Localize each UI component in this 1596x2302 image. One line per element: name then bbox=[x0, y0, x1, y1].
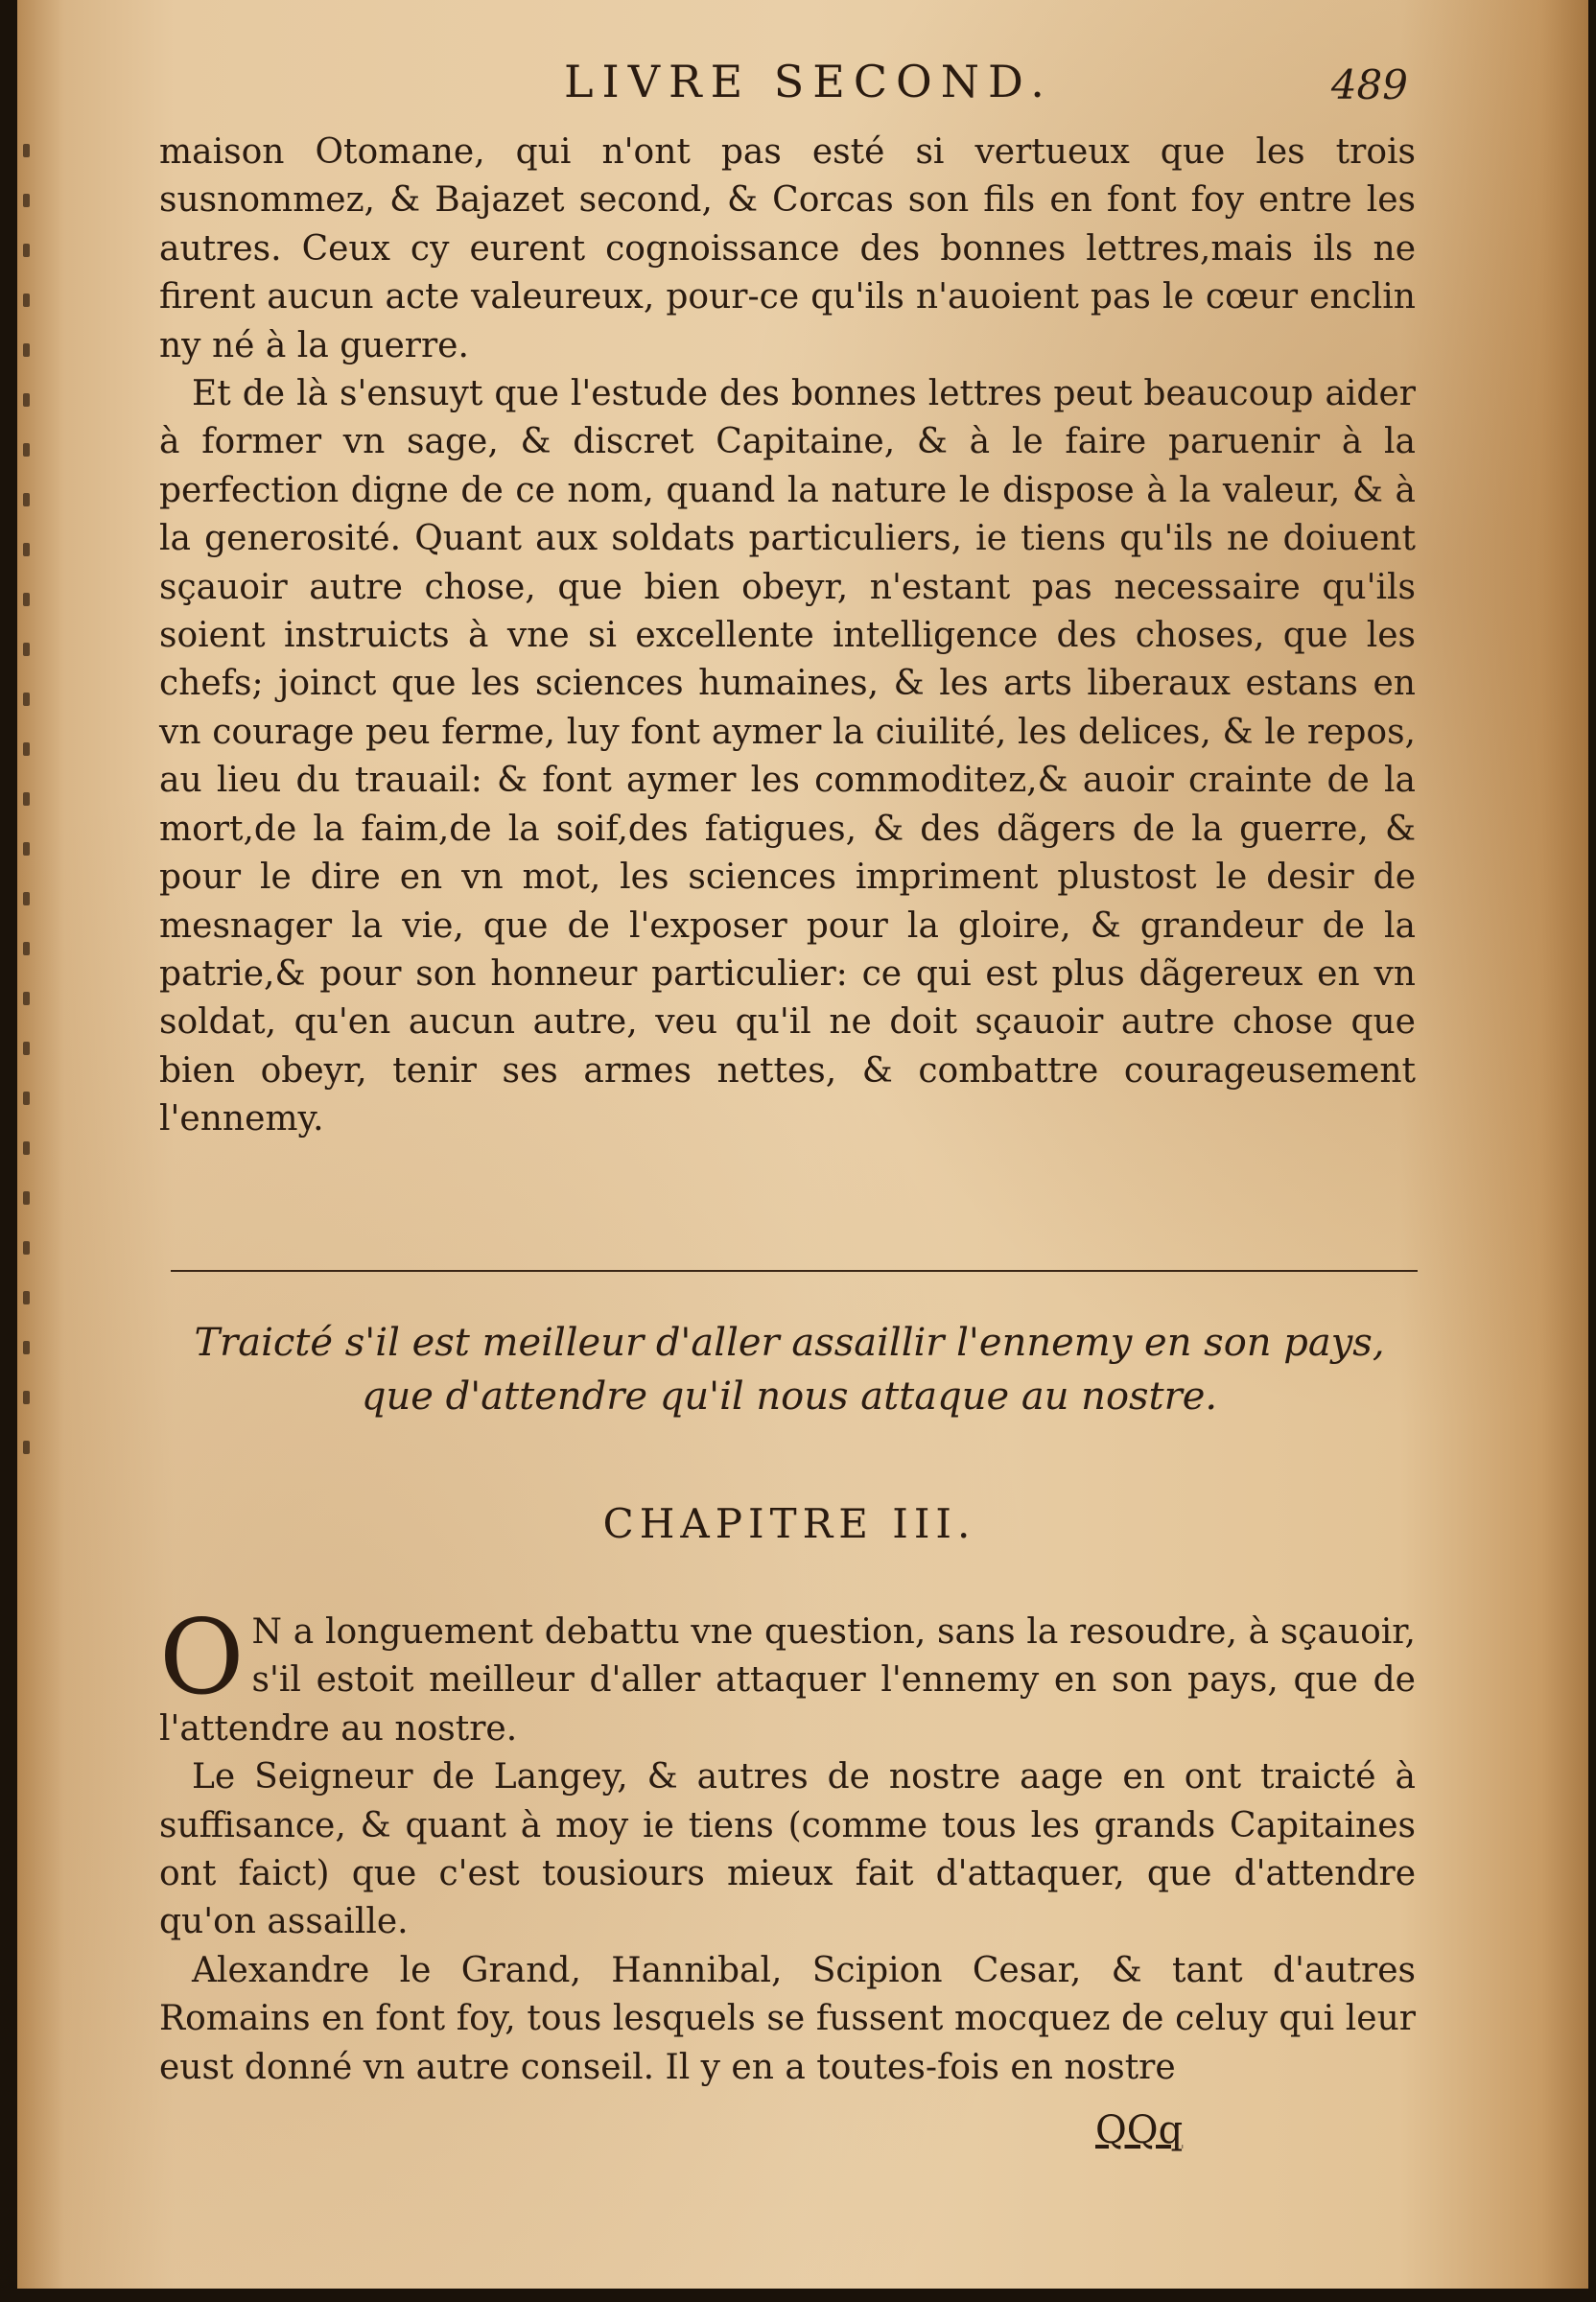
running-head bbox=[161, 56, 1408, 123]
page-number: 489 bbox=[1330, 61, 1408, 108]
bleed-mark bbox=[23, 1291, 30, 1304]
treatise-title-line-1: Traicté s'il est meilleur d'aller assaillir l'ennemy en son pays, bbox=[194, 1321, 1385, 1365]
bleed-mark bbox=[23, 144, 30, 157]
top-text-block bbox=[159, 129, 1416, 1144]
treatise-title bbox=[161, 1316, 1418, 1423]
bleed-mark bbox=[23, 343, 30, 357]
bleed-mark bbox=[23, 693, 30, 706]
bleed-mark bbox=[23, 942, 30, 955]
bleed-mark bbox=[23, 543, 30, 556]
paragraph-letters-and-soldiers: Et de là s'ensuyt que l'estude des bonnes lettres peut beaucoup aider à former vn sage, & discret Capitaine, & à le faire paruenir à la perfection digne de ce nom, quand la nature le dispose à la valeur, & à la generosité. Quant aux soldats particuliers, ie tiens qu'ils ne doiuent sçauoir autre chose, que bien obeyr, n'estant pas necessaire qu'ils soient instruicts à vne si excellente intelligence des choses, que les chefs; joinct que les sciences humaines, & les arts liberaux estans en vn courage peu ferme, luy font aymer la ciuilité, les delices, & le repos, au lieu du trauail: & font aymer les commoditez,& auoir crainte de la mort,de la faim,de la soif,des fatigues, & des dãgers de la guerre, & pour le dire en vn mot, les sciences impriment plustost le desir de mesnager la vie, que de l'exposer pour la gloire, & grandeur de la patrie,& pour son honneur particulier: ce qui est plus dãgereux en vn soldat, qu'en aucun autre, veu qu'il ne doit sçauoir autre chose que bien obeyr, tenir ses armes nettes, & combattre courageusement l'ennemy. bbox=[159, 374, 1416, 1139]
paragraph-continuation: maison Otomane, qui n'ont pas esté si vertueux que les trois susnommez, & Bajazet second, & Corcas son fils en font foy entre les autres. Ceux cy eurent cognoissance des bonnes lettres,mais ils ne firent aucun acte valeureux, pour-ce qu'ils n'auoient pas le cœur enclin ny né à la guerre. bbox=[159, 132, 1416, 365]
running-title: LIVRE SECOND. bbox=[564, 56, 1053, 107]
paragraph-langey: Le Seigneur de Langey, & autres de nostre aage en ont traicté à suffisance, & quant à moy ie tiens (comme tous les grands Capitaines ont faict) que c'est tousiours mieux fait d'attaquer, que d'attendre qu'on assaille. bbox=[159, 1757, 1416, 1942]
bleed-mark bbox=[23, 1191, 30, 1205]
bleed-mark bbox=[23, 842, 30, 856]
drop-cap: O bbox=[159, 1609, 245, 1718]
bleed-mark bbox=[23, 742, 30, 756]
opening-paragraph bbox=[159, 1609, 1416, 1753]
bleed-mark bbox=[23, 493, 30, 506]
bleed-mark bbox=[23, 643, 30, 656]
bleed-mark bbox=[23, 244, 30, 257]
bottom-text-block bbox=[159, 1609, 1416, 2092]
signature-catchword: QQq bbox=[1095, 2108, 1184, 2152]
bleed-mark bbox=[23, 593, 30, 606]
bleed-mark bbox=[23, 992, 30, 1005]
gutter-bleed-marks bbox=[17, 144, 56, 1583]
bleed-mark bbox=[23, 792, 30, 806]
bleed-mark bbox=[23, 892, 30, 905]
bleed-mark bbox=[23, 1341, 30, 1354]
book-page bbox=[17, 0, 1588, 2289]
bleed-mark bbox=[23, 443, 30, 457]
treatise-title-line-2: que d'attendre qu'il nous attaque au nostre. bbox=[361, 1374, 1218, 1419]
opening-paragraph-text: N a longuement debattu vne question, sans la resoudre, à sçauoir, s'il estoit meilleur d'aller attaquer l'ennemy en son pays, que de l'attendre au nostre. bbox=[159, 1612, 1416, 1749]
bleed-mark bbox=[23, 1141, 30, 1155]
bleed-mark bbox=[23, 1042, 30, 1055]
bleed-mark bbox=[23, 194, 30, 207]
bleed-mark bbox=[23, 1092, 30, 1105]
bleed-mark bbox=[23, 1391, 30, 1404]
bleed-mark bbox=[23, 294, 30, 307]
section-divider-rule bbox=[171, 1270, 1418, 1272]
bleed-mark bbox=[23, 1241, 30, 1255]
bleed-mark bbox=[23, 1441, 30, 1454]
paragraph-alexandre: Alexandre le Grand, Hannibal, Scipion Cesar, & tant d'autres Romains en font foy, tous lesquels se fussent mocquez de celuy qui leur eust donné vn autre conseil. Il y en a toutes-fois en nostre bbox=[159, 1950, 1416, 2087]
chapter-heading: CHAPITRE III. bbox=[602, 1500, 976, 1547]
bleed-mark bbox=[23, 393, 30, 407]
